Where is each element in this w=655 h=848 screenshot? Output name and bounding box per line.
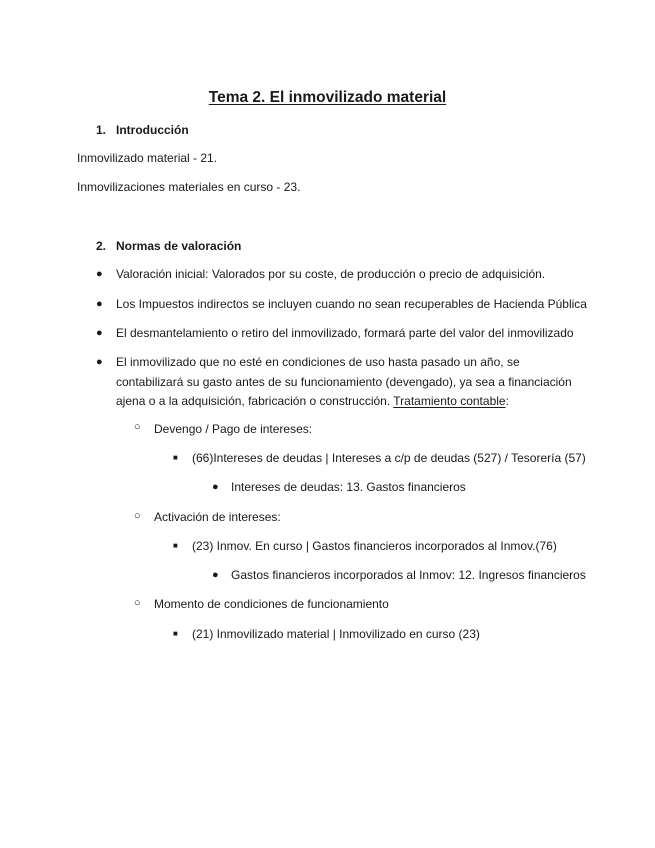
account-detail: Gastos financieros incorporados al Inmov: 12. Ingresos financieros <box>231 568 586 582</box>
account-detail: Intereses de deudas: 13. Gastos financieros <box>231 480 466 494</box>
paragraph-line: Inmovilizado material - 21. <box>77 151 218 165</box>
section-number: 1. <box>96 123 107 137</box>
list-item: El desmantelamiento o retiro del inmovilizado, formará parte del valor del inmovilizado <box>116 326 574 340</box>
bullet-square-icon: ■ <box>173 541 178 550</box>
bullet-disc-icon: ● <box>96 298 103 310</box>
section-heading: Introducción <box>116 123 189 137</box>
list-item: Valoración inicial: Valorados por su coste, de producción o precio de adquisición. <box>116 267 546 281</box>
list-item: Los Impuestos indirectos se incluyen cuando no sean recuperables de Hacienda Pública <box>116 297 587 311</box>
page-title: Tema 2. El inmovilizado material <box>208 89 447 106</box>
bullet-disc-icon: ● <box>96 356 103 368</box>
journal-entry: (23) Inmov. En curso | Gastos financieros incorporados al Inmov.(76) <box>192 539 557 553</box>
bullet-circle-icon: ○ <box>134 421 141 433</box>
paragraph-line: Inmovilizaciones materiales en curso - 23. <box>77 180 301 194</box>
journal-entry: (21) Inmovilizado material | Inmovilizado en curso (23) <box>192 627 480 641</box>
journal-entry: (66)Intereses de deudas | Intereses a c/p de deudas (527) / Tesorería (57) <box>192 451 586 465</box>
sub-list-item: Devengo / Pago de intereses: <box>154 422 313 436</box>
sub-list-item: Activación de intereses: <box>154 510 281 524</box>
bullet-circle-icon: ○ <box>134 510 141 522</box>
bullet-disc-icon: ● <box>212 481 219 493</box>
tratamiento-contable-link[interactable]: Tratamiento contable <box>393 394 506 408</box>
bullet-disc-icon: ● <box>96 327 103 339</box>
bullet-square-icon: ■ <box>173 629 178 638</box>
bullet-circle-icon: ○ <box>134 597 141 609</box>
list-item-long <box>116 353 580 412</box>
list-item-suffix: : <box>505 394 509 408</box>
bullet-disc-icon: ● <box>212 569 219 581</box>
list-item-text: El inmovilizado que no esté en condiciones de uso hasta pasado un año, se contabilizará su gasto antes de su funcionamiento (devengado), ya sea a financiación ajena o a la adquisición, fabricación o construcción. <box>116 355 572 408</box>
bullet-disc-icon: ● <box>96 268 103 280</box>
section-heading: Normas de valoración <box>116 239 242 253</box>
sub-list-item: Momento de condiciones de funcionamiento <box>154 597 389 611</box>
section-number: 2. <box>96 239 107 253</box>
bullet-square-icon: ■ <box>173 453 178 462</box>
